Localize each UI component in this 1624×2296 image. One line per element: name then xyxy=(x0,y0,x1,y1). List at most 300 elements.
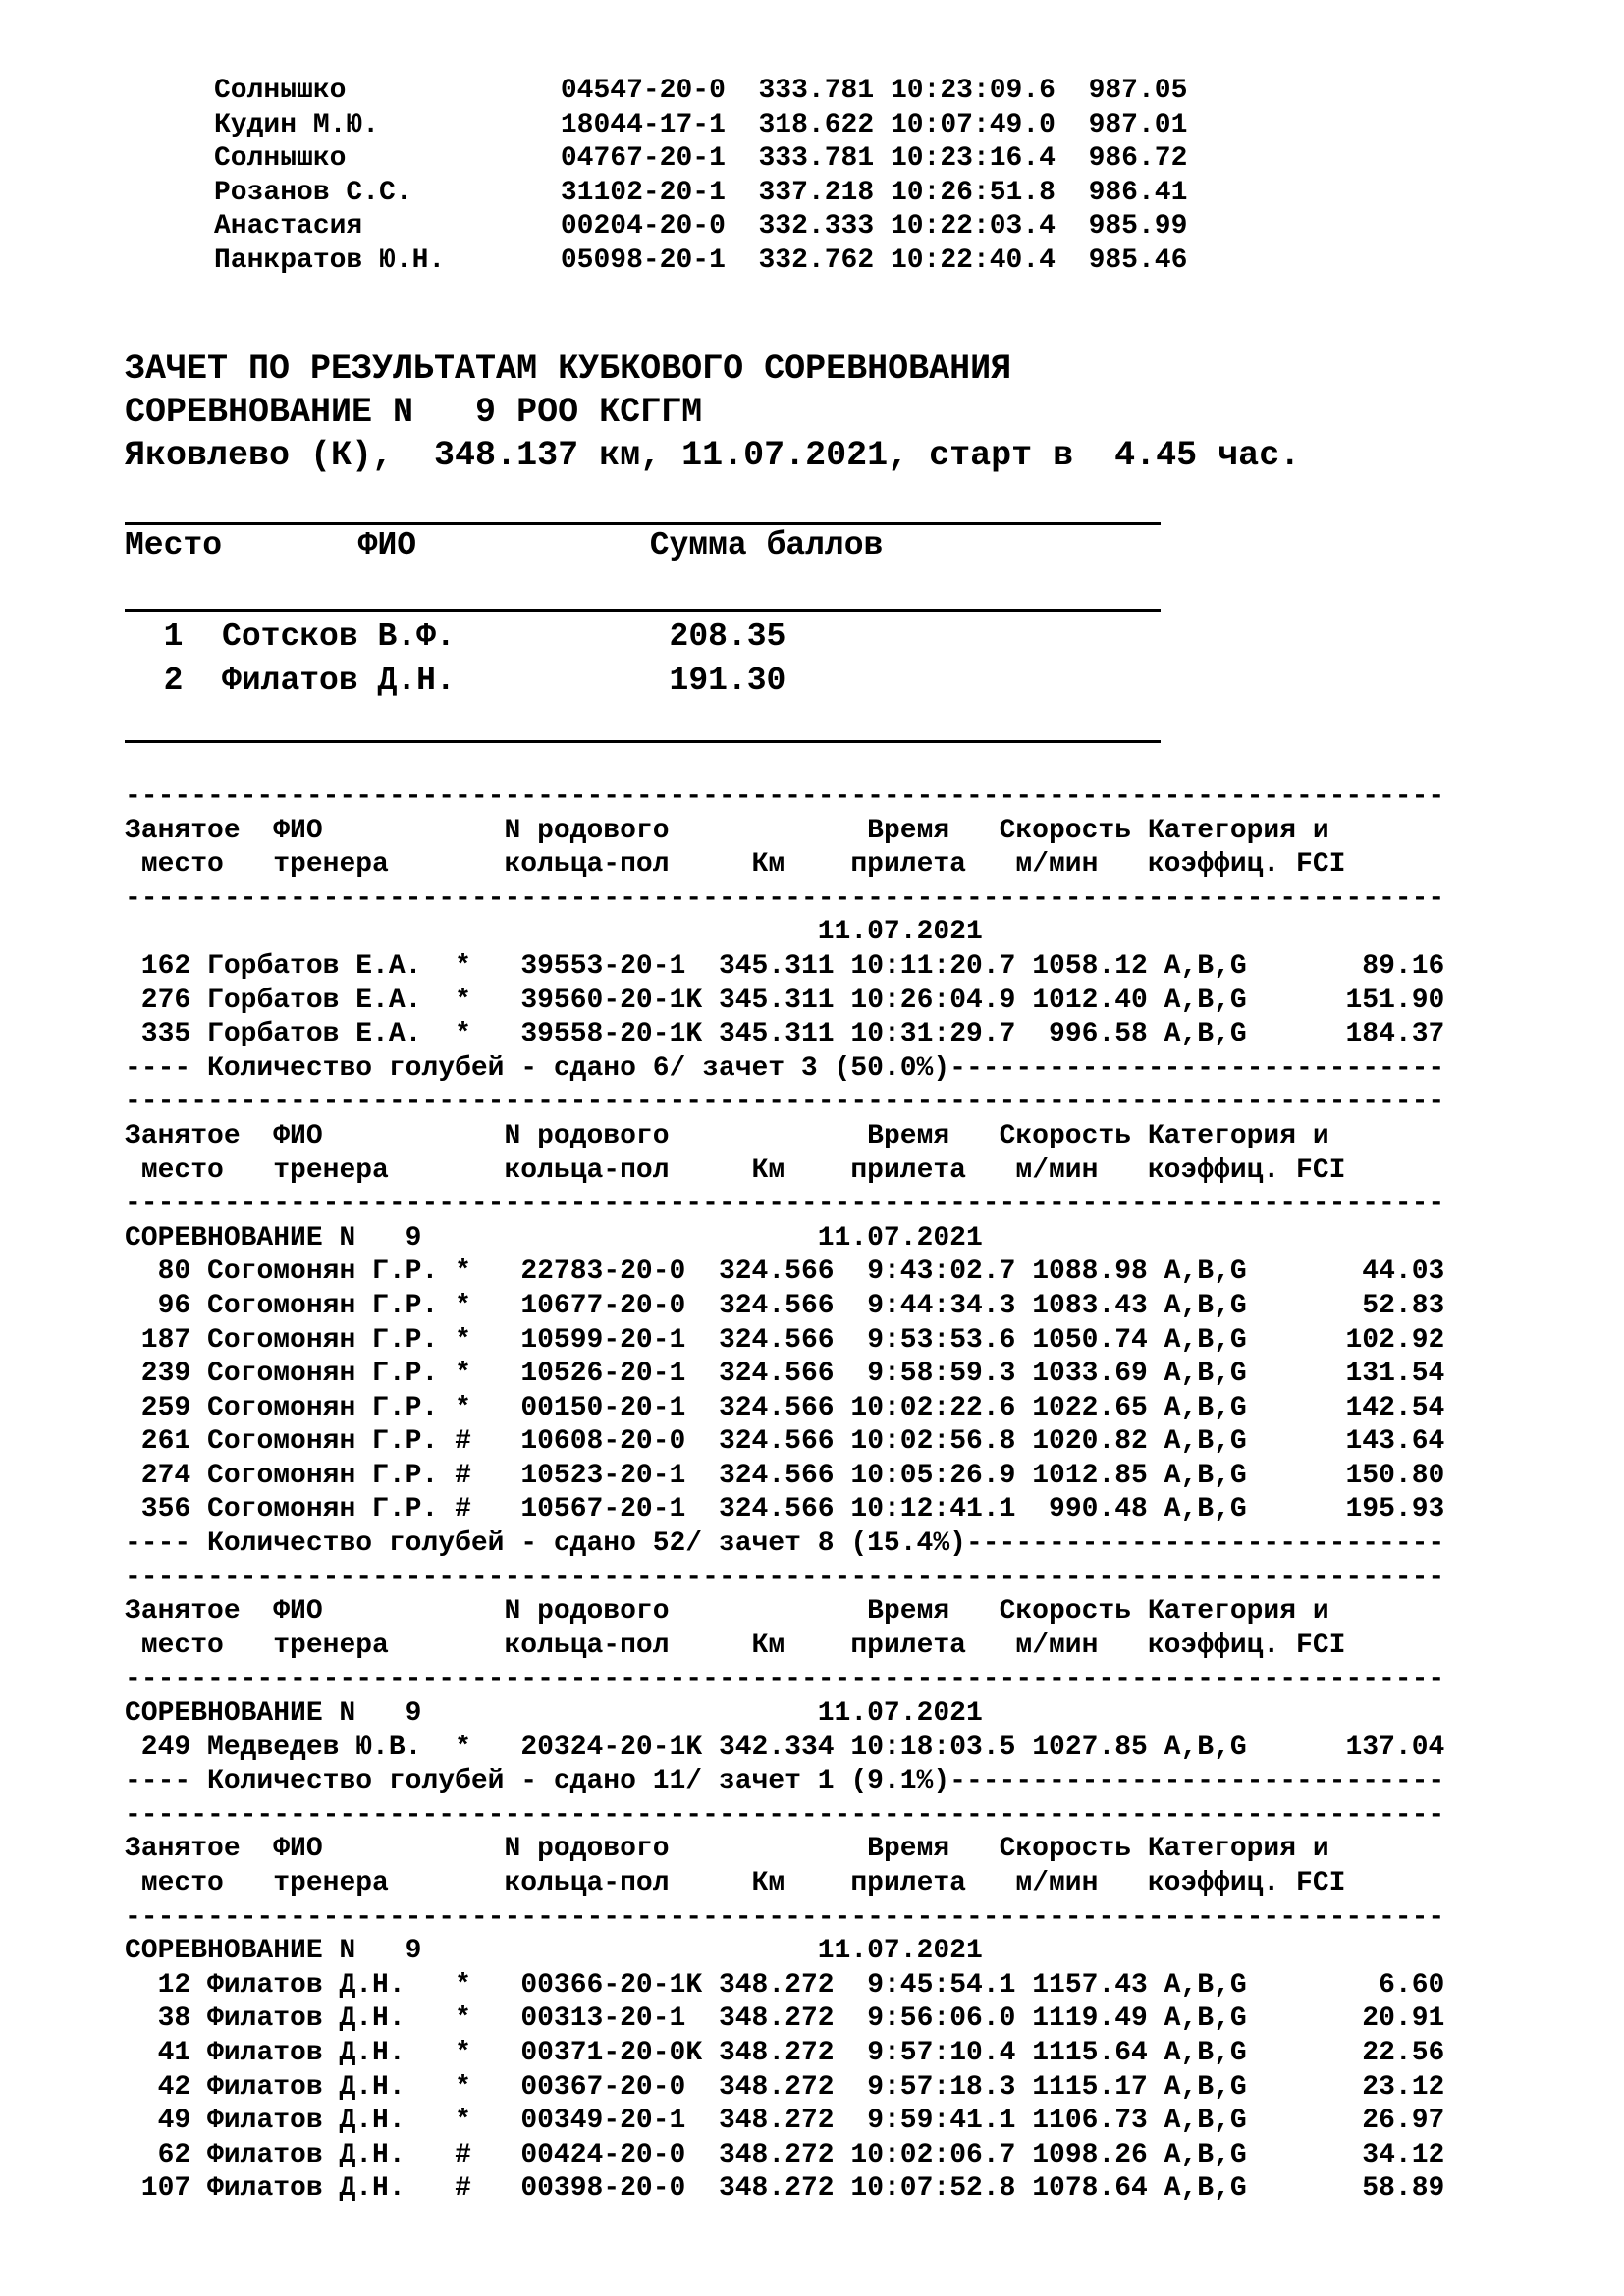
result-row xyxy=(125,2038,1444,2068)
result-mark: * xyxy=(455,2071,471,2103)
col-ring-header: N родового xyxy=(504,815,868,846)
result-mark: # xyxy=(455,1426,471,1458)
cup-row-place: 2 xyxy=(125,663,184,699)
result-trainer: Согомонян Г.Р. xyxy=(207,1494,456,1525)
result-coefficient: 34.12 xyxy=(1246,2139,1445,2170)
result-time: 9:57:10.4 xyxy=(850,2037,1016,2068)
result-mark: # xyxy=(455,2173,471,2205)
competition-line xyxy=(125,1936,983,1966)
col-time-sub: прилета xyxy=(850,1154,1016,1186)
col-coef-sub: коэффиц. xyxy=(1147,1154,1297,1186)
competition-label: СОРЕВНОВАНИЕ N 9 xyxy=(125,1698,818,1730)
result-row xyxy=(125,1291,1444,1321)
group-summary-text: Количество голубей - сдано 6/ зачет 3 (50.0%) xyxy=(207,1052,950,1084)
top-list-ring: 04547-20-0 xyxy=(560,76,726,106)
result-coefficient: 6.60 xyxy=(1246,1969,1445,2001)
top-list-name: Розанов С.С. xyxy=(214,177,561,208)
result-ring: 00398-20-0 xyxy=(520,2173,719,2205)
result-trainer: Филатов Д.Н. xyxy=(207,2106,456,2137)
cup-title xyxy=(125,347,1300,477)
result-coefficient: 89.16 xyxy=(1246,950,1445,982)
col-name-header: ФИО xyxy=(273,1120,505,1151)
result-place: 261 xyxy=(125,1426,191,1458)
result-speed: 1012.40 xyxy=(1032,985,1148,1016)
result-mark: * xyxy=(455,985,471,1016)
cup-title-line-1: ЗАЧЕТ ПО РЕЗУЛЬТАТАМ КУБКОВОГО СОРЕВНОВАНИЯ xyxy=(125,349,1012,389)
result-time: 9:45:54.1 xyxy=(850,1969,1016,2001)
result-row xyxy=(125,986,1444,1016)
result-ring: 00150-20-1 xyxy=(520,1392,719,1423)
cup-header-score: Сумма баллов xyxy=(649,527,884,563)
top-list-row xyxy=(214,143,1187,174)
top-list-km: 332.333 xyxy=(758,211,875,241)
result-coefficient: 26.97 xyxy=(1246,2106,1445,2137)
result-category: A,B,G xyxy=(1164,1426,1247,1458)
result-category: A,B,G xyxy=(1164,1359,1247,1390)
cup-title-line-3: Яковлево (К), 348.137 км, 11.07.2021, старт в 4.45 час. xyxy=(125,436,1301,475)
cup-header-place: Место xyxy=(125,527,358,563)
result-coefficient: 22.56 xyxy=(1246,2037,1445,2068)
result-ring: 10526-20-1 xyxy=(520,1359,719,1390)
top-list-km: 318.622 xyxy=(758,109,875,140)
competition-label: СОРЕВНОВАНИЕ N 9 xyxy=(125,1936,818,1967)
col-fci-sub: FCI xyxy=(1296,849,1346,881)
result-time: 9:56:06.0 xyxy=(850,2003,1016,2035)
result-coefficient: 151.90 xyxy=(1246,985,1445,1016)
result-time: 9:57:18.3 xyxy=(850,2071,1016,2103)
group-summary-text: Количество голубей - сдано 11/ зачет 1 (9.1%) xyxy=(207,1766,950,1797)
result-km: 348.272 xyxy=(718,2003,835,2035)
result-place: 12 xyxy=(125,1969,191,2001)
col-name-header: ФИО xyxy=(273,815,505,846)
cup-title-line-2: СОРЕВНОВАНИЕ N 9 РОО КСГГМ xyxy=(125,393,703,432)
result-place: 259 xyxy=(125,1392,191,1423)
result-row xyxy=(125,1426,1444,1457)
top-list-speed: 986.41 xyxy=(1088,177,1188,208)
result-km: 324.566 xyxy=(718,1359,835,1390)
result-trainer: Филатов Д.Н. xyxy=(207,2003,456,2035)
result-ring: 10523-20-1 xyxy=(520,1460,719,1491)
result-mark: * xyxy=(455,1324,471,1356)
col-place-header: Занятое xyxy=(125,815,274,846)
col-category-header: Категория и xyxy=(1147,1834,1329,1865)
result-trainer: Согомонян Г.Р. xyxy=(207,1290,456,1321)
result-mark: * xyxy=(455,1732,471,1763)
result-category: A,B,G xyxy=(1164,1256,1247,1288)
col-speed-sub: м/мин xyxy=(1015,1868,1148,1898)
top-list-speed: 985.99 xyxy=(1088,211,1188,241)
result-category: A,B,G xyxy=(1164,2139,1247,2170)
result-category: A,B,G xyxy=(1164,985,1247,1016)
result-time: 10:12:41.1 xyxy=(850,1494,1016,1525)
result-time: 10:02:06.7 xyxy=(850,2139,1016,2170)
result-category: A,B,G xyxy=(1164,2003,1247,2035)
result-row xyxy=(125,2106,1444,2136)
col-category-header: Категория и xyxy=(1147,1120,1329,1151)
result-place: 274 xyxy=(125,1460,191,1491)
col-place-sub: место xyxy=(140,1154,274,1186)
top-speed-list xyxy=(214,75,1187,278)
result-time: 10:11:20.7 xyxy=(850,950,1016,982)
group-summary-text: Количество голубей - сдано 52/ зачет 8 (15.4%) xyxy=(207,1528,966,1560)
col-name-sub: тренера xyxy=(273,1154,505,1186)
top-list-row xyxy=(214,211,1187,241)
competition-label: СОРЕВНОВАНИЕ N 9 xyxy=(125,1222,818,1254)
results-header-line-2 xyxy=(125,849,1345,880)
cup-table-top-rule xyxy=(125,522,1161,525)
col-time-header: Время xyxy=(867,1596,1000,1628)
result-trainer: Филатов Д.Н. xyxy=(207,2037,456,2068)
result-place: 187 xyxy=(125,1324,191,1356)
result-trainer: Горбатов Е.А. xyxy=(207,985,456,1016)
competition-date: 11.07.2021 xyxy=(817,917,983,948)
results-header-line-2 xyxy=(125,1155,1345,1186)
result-km: 324.566 xyxy=(718,1324,835,1356)
result-time: 10:18:03.5 xyxy=(850,1732,1016,1763)
col-speed-header: Скорость xyxy=(999,815,1148,846)
result-speed: 1106.73 xyxy=(1032,2106,1148,2137)
result-trainer: Согомонян Г.Р. xyxy=(207,1392,456,1423)
result-ring: 39553-20-1 xyxy=(520,950,719,982)
group-summary: ---- Количество голубей - сдано 11/ зачет 1 (9.1%)------------------------------ xyxy=(125,1766,1445,1797)
result-speed: 1027.85 xyxy=(1032,1732,1148,1763)
col-speed-sub: м/мин xyxy=(1015,849,1148,881)
result-trainer: Согомонян Г.Р. xyxy=(207,1460,456,1491)
result-ring: 00366-20-1K xyxy=(520,1969,719,2001)
result-km: 348.272 xyxy=(718,2106,835,2137)
col-coef-sub: коэффиц. xyxy=(1147,1868,1297,1898)
col-ring-header: N родового xyxy=(504,1834,868,1865)
result-coefficient: 195.93 xyxy=(1246,1494,1445,1525)
result-km: 342.334 xyxy=(718,1732,835,1763)
col-ring-sub: кольца-пол xyxy=(504,1154,752,1186)
results-header-line-1 xyxy=(125,816,1329,846)
result-km: 348.272 xyxy=(718,2139,835,2170)
cup-row-name: Филатов Д.Н. xyxy=(222,663,670,699)
results-header-line-1 xyxy=(125,1596,1329,1627)
top-list-time: 10:22:03.4 xyxy=(890,211,1056,241)
result-row xyxy=(125,1393,1444,1423)
top-list-row xyxy=(214,76,1187,106)
result-row xyxy=(125,1325,1444,1356)
col-fci-sub: FCI xyxy=(1296,1154,1346,1186)
result-row xyxy=(125,2072,1444,2103)
col-name-sub: тренера xyxy=(273,849,505,881)
top-list-ring: 04767-20-1 xyxy=(560,143,726,174)
result-ring: 20324-20-1K xyxy=(520,1732,719,1763)
result-speed: 1088.98 xyxy=(1032,1256,1148,1288)
result-time: 9:59:41.1 xyxy=(850,2106,1016,2137)
result-place: 49 xyxy=(125,2106,191,2137)
result-speed: 996.58 xyxy=(1032,1019,1148,1050)
top-list-name: Солнышко xyxy=(214,143,561,174)
result-km: 324.566 xyxy=(718,1460,835,1491)
result-trainer: Медведев Ю.В. xyxy=(207,1732,456,1763)
col-place-header: Занятое xyxy=(125,1834,274,1865)
result-ring: 39558-20-1K xyxy=(520,1019,719,1050)
top-list-row xyxy=(214,110,1187,140)
result-mark: * xyxy=(455,1256,471,1288)
result-trainer: Согомонян Г.Р. xyxy=(207,1324,456,1356)
result-km: 348.272 xyxy=(718,1969,835,2001)
col-name-sub: тренера xyxy=(273,1868,505,1898)
result-row xyxy=(125,1019,1444,1049)
result-row xyxy=(125,951,1444,982)
top-list-row xyxy=(214,178,1187,208)
result-speed: 1058.12 xyxy=(1032,950,1148,982)
col-category-header: Категория и xyxy=(1147,815,1329,846)
result-row xyxy=(125,1256,1444,1287)
result-mark: * xyxy=(455,950,471,982)
cup-row-place: 1 xyxy=(125,618,184,655)
result-coefficient: 137.04 xyxy=(1246,1732,1445,1763)
results-listing: -------------------------------------------------------------------------------- Занятое ФИО N родового Время Скорость Категория и место тренера кольца-пол Км прилета м/мин коэффиц. FCI -------------------------------------------------------------------------------- 11.07.2021 162 Горбатов Е.А. * 39553-20-1 345.311 10:11:20.7 1058.12 A,B,G 89.16 276 Горбатов Е.А. * 39560-20-1K 345.311 10:26:04.9 1012.40 A,B,G 151.90 335 Горбатов Е.А. * 39558-20-1K 345.311 10:31:29.7 996.58 A,B,G 184.37 ---- Количество голубей - сдано 6/ зачет 3 (50.0%)------------------------------ -------------------------------------------------------------------------------- Занятое ФИО N родового Время Скорость Категория и место тренера кольца-пол Км прилета м/мин коэффиц. FCI -------------------------------------------------------------------------------- СОРЕВНОВАНИЕ N 9 11.07.2021 80 Согомонян Г.Р. * 22783-20-0 324.566 9:43:02.7 1088.98 A,B,G 44.03 96 Согомонян Г.Р. * 10677-20-0 324.566 9:44:34.3 1083.43 A,B,G 52.83 187 Согомонян Г.Р. * 10599-20-1 324.566 9:53:53.6 1050.74 A,B,G 102.92 239 Согомонян Г.Р. * 10526-20-1 324.566 9:58:59.3 1033.69 A,B,G 131.54 259 Согомонян Г.Р. * 00150-20-1 324.566 10:02:22.6 1022.65 A,B,G 142.54 261 Согомонян Г.Р. # 10608-20-0 324.566 10:02:56.8 1020.82 A,B,G 143.64 274 Согомонян Г.Р. # 10523-20-1 324.566 10:05:26.9 1012.85 A,B,G 150.80 356 Согомонян Г.Р. # 10567-20-1 324.566 10:12:41.1 990.48 A,B,G 195.93 ---- Количество голубей - сдано 52/ зачет 8 (15.4%)----------------------------- -------------------------------------------------------------------------------- Занятое ФИО N родового Время Скорость Категория и место тренера кольца-пол Км прилета м/мин коэффиц. FCI -------------------------------------------------------------------------------- СОРЕВНОВАНИЕ N 9 11.07.2021 249 Медведев Ю.В. * 20324-20-1K 342.334 10:18:03.5 1027.85 A,B,G 137.04 ---- Количество голубей - сдано 11/ зачет 1 (9.1%)------------------------------ -------------------------------------------------------------------------------- Занятое ФИО N родового Время Скорость Категория и место тренера кольца-пол Км прилета м/мин коэффиц. FCI -------------------------------------------------------------------------------- СОРЕВНОВАНИЕ N 9 11.07.2021 12 Филатов Д.Н. * 00366-20-1K 348.272 9:45:54.1 1157.43 A,B,G 6.60 38 Филатов Д.Н. * 00313-20-1 348.272 9:56:06.0 1119.49 A,B,G 20.91 41 Филатов Д.Н. * 00371-20-0K 348.272 9:57:10.4 1115.64 A,B,G 22.56 42 Филатов Д.Н. * 00367-20-0 348.272 9:57:18.3 1115.17 A,B,G 23.12 49 Филатов Д.Н. * 00349-20-1 348.272 9:59:41.1 1106.73 A,B,G 26.97 62 Филатов Д.Н. # 00424-20-0 348.272 10:02:06.7 1098.26 A,B,G 34.12 107 Филатов Д.Н. # 00398-20-0 348.272 10:07:52.8 1078.64 A,B,G 58.89 xyxy=(125,781,1445,2205)
result-category: A,B,G xyxy=(1164,1460,1247,1491)
result-time: 9:44:34.3 xyxy=(850,1290,1016,1321)
col-speed-sub: м/мин xyxy=(1015,1629,1148,1661)
col-speed-header: Скорость xyxy=(999,1834,1148,1865)
result-time: 10:02:56.8 xyxy=(850,1426,1016,1458)
result-place: 80 xyxy=(125,1256,191,1288)
col-category-header: Категория и xyxy=(1147,1596,1329,1628)
result-speed: 1115.64 xyxy=(1032,2037,1148,2068)
col-speed-sub: м/мин xyxy=(1015,1154,1148,1186)
col-place-sub: место xyxy=(140,1629,274,1661)
result-place: 41 xyxy=(125,2037,191,2068)
top-list-speed: 987.01 xyxy=(1088,109,1188,140)
result-mark: * xyxy=(455,1290,471,1321)
col-speed-header: Скорость xyxy=(999,1120,1148,1151)
col-km-sub: Км xyxy=(751,1629,851,1661)
result-ring: 00349-20-1 xyxy=(520,2106,719,2137)
result-place: 107 xyxy=(125,2173,191,2205)
cup-table-rows xyxy=(125,614,785,703)
result-km: 345.311 xyxy=(718,950,835,982)
result-ring: 10599-20-1 xyxy=(520,1324,719,1356)
result-category: A,B,G xyxy=(1164,2173,1247,2205)
result-km: 324.566 xyxy=(718,1256,835,1288)
result-category: A,B,G xyxy=(1164,2037,1247,2068)
top-list-ring: 05098-20-1 xyxy=(560,244,726,276)
col-time-sub: прилета xyxy=(850,1868,1016,1898)
col-ring-sub: кольца-пол xyxy=(504,849,752,881)
col-km-sub: Км xyxy=(751,849,851,881)
results-header-line-1 xyxy=(125,1121,1329,1151)
result-km: 324.566 xyxy=(718,1426,835,1458)
top-list-speed: 987.05 xyxy=(1088,76,1188,106)
col-km-sub: Км xyxy=(751,1868,851,1898)
result-place: 96 xyxy=(125,1290,191,1321)
result-coefficient: 142.54 xyxy=(1246,1392,1445,1423)
result-coefficient: 44.03 xyxy=(1246,1256,1445,1288)
result-speed: 1033.69 xyxy=(1032,1359,1148,1390)
top-list-speed: 986.72 xyxy=(1088,143,1188,174)
top-list-name: Кудин М.Ю. xyxy=(214,109,561,140)
competition-date: 11.07.2021 xyxy=(817,1936,983,1967)
result-mark: * xyxy=(455,2037,471,2068)
result-mark: * xyxy=(455,1019,471,1050)
result-ring: 22783-20-0 xyxy=(520,1256,719,1288)
col-place-sub: место xyxy=(140,849,274,881)
result-place: 42 xyxy=(125,2071,191,2103)
competition-line xyxy=(125,917,983,947)
cup-header-name: ФИО xyxy=(357,527,650,563)
result-trainer: Согомонян Г.Р. xyxy=(207,1256,456,1288)
result-speed: 1119.49 xyxy=(1032,2003,1148,2035)
results-header-line-2 xyxy=(125,1630,1345,1661)
top-list-time: 10:22:40.4 xyxy=(890,244,1056,276)
result-mark: # xyxy=(455,1494,471,1525)
result-ring: 00371-20-0K xyxy=(520,2037,719,2068)
col-place-sub: место xyxy=(140,1868,274,1898)
result-time: 10:26:04.9 xyxy=(850,985,1016,1016)
result-trainer: Горбатов Е.А. xyxy=(207,950,456,982)
competition-line xyxy=(125,1223,983,1254)
result-speed: 1012.85 xyxy=(1032,1460,1148,1491)
result-time: 10:05:26.9 xyxy=(850,1460,1016,1491)
col-time-header: Время xyxy=(867,1834,1000,1865)
result-trainer: Горбатов Е.А. xyxy=(207,1019,456,1050)
result-category: A,B,G xyxy=(1164,1324,1247,1356)
result-trainer: Согомонян Г.Р. xyxy=(207,1426,456,1458)
result-row xyxy=(125,1359,1444,1389)
cup-table-bottom-rule xyxy=(125,740,1161,743)
result-coefficient: 184.37 xyxy=(1246,1019,1445,1050)
result-km: 348.272 xyxy=(718,2037,835,2068)
result-category: A,B,G xyxy=(1164,1392,1247,1423)
top-list-name: Панкратов Ю.Н. xyxy=(214,244,561,276)
top-list-km: 337.218 xyxy=(758,177,875,208)
top-list-name: Солнышко xyxy=(214,76,561,106)
col-km-sub: Км xyxy=(751,1154,851,1186)
result-speed: 1098.26 xyxy=(1032,2139,1148,2170)
result-time: 9:53:53.6 xyxy=(850,1324,1016,1356)
top-list-speed: 985.46 xyxy=(1088,244,1188,276)
col-name-sub: тренера xyxy=(273,1629,505,1661)
result-trainer: Согомонян Г.Р. xyxy=(207,1359,456,1390)
top-list-row xyxy=(214,245,1187,276)
top-list-ring: 18044-17-1 xyxy=(560,109,726,140)
col-time-sub: прилета xyxy=(850,1629,1016,1661)
col-name-header: ФИО xyxy=(273,1596,505,1628)
result-speed: 1083.43 xyxy=(1032,1290,1148,1321)
result-coefficient: 102.92 xyxy=(1246,1324,1445,1356)
result-km: 324.566 xyxy=(718,1494,835,1525)
result-place: 38 xyxy=(125,2003,191,2035)
results-header-line-1 xyxy=(125,1834,1329,1864)
result-row xyxy=(125,1494,1444,1524)
competition-line xyxy=(125,1698,983,1729)
result-time: 10:02:22.6 xyxy=(850,1392,1016,1423)
cup-table-header-rule xyxy=(125,609,1161,612)
result-speed: 1020.82 xyxy=(1032,1426,1148,1458)
cup-row-score: 191.30 xyxy=(669,663,786,699)
result-category: A,B,G xyxy=(1164,1969,1247,2001)
result-mark: * xyxy=(455,2003,471,2035)
col-speed-header: Скорость xyxy=(999,1596,1148,1628)
col-ring-sub: кольца-пол xyxy=(504,1868,752,1898)
result-time: 9:43:02.7 xyxy=(850,1256,1016,1288)
result-place: 356 xyxy=(125,1494,191,1525)
col-ring-header: N родового xyxy=(504,1120,868,1151)
result-coefficient: 52.83 xyxy=(1246,1290,1445,1321)
col-time-header: Время xyxy=(867,1120,1000,1151)
result-place: 239 xyxy=(125,1359,191,1390)
top-list-time: 10:07:49.0 xyxy=(890,109,1056,140)
result-km: 345.311 xyxy=(718,985,835,1016)
result-speed: 1157.43 xyxy=(1032,1969,1148,2001)
cup-table-header xyxy=(125,526,883,565)
result-speed: 1078.64 xyxy=(1032,2173,1148,2205)
result-place: 62 xyxy=(125,2139,191,2170)
result-speed: 1115.17 xyxy=(1032,2071,1148,2103)
result-category: A,B,G xyxy=(1164,950,1247,982)
result-km: 345.311 xyxy=(718,1019,835,1050)
result-km: 348.272 xyxy=(718,2071,835,2103)
result-mark: # xyxy=(455,2139,471,2170)
result-category: A,B,G xyxy=(1164,1290,1247,1321)
result-coefficient: 150.80 xyxy=(1246,1460,1445,1491)
group-summary: ---- Количество голубей - сдано 52/ зачет 8 (15.4%)----------------------------- xyxy=(125,1528,1445,1560)
cup-row-score: 208.35 xyxy=(669,618,786,655)
top-list-km: 333.781 xyxy=(758,76,875,106)
result-ring: 00367-20-0 xyxy=(520,2071,719,2103)
top-list-name: Анастасия xyxy=(214,211,561,241)
result-km: 324.566 xyxy=(718,1290,835,1321)
result-category: A,B,G xyxy=(1164,2106,1247,2137)
cup-row-name: Сотсков В.Ф. xyxy=(222,618,670,655)
result-km: 324.566 xyxy=(718,1392,835,1423)
result-trainer: Филатов Д.Н. xyxy=(207,1969,456,2001)
result-ring: 10677-20-0 xyxy=(520,1290,719,1321)
top-list-km: 333.781 xyxy=(758,143,875,174)
result-category: A,B,G xyxy=(1164,1019,1247,1050)
result-coefficient: 143.64 xyxy=(1246,1426,1445,1458)
result-speed: 1022.65 xyxy=(1032,1392,1148,1423)
result-coefficient: 20.91 xyxy=(1246,2003,1445,2035)
result-ring: 00424-20-0 xyxy=(520,2139,719,2170)
results-header-line-2 xyxy=(125,1868,1345,1898)
competition-date: 11.07.2021 xyxy=(817,1222,983,1254)
top-list-time: 10:26:51.8 xyxy=(890,177,1056,208)
result-ring: 00313-20-1 xyxy=(520,2003,719,2035)
result-time: 9:58:59.3 xyxy=(850,1359,1016,1390)
result-coefficient: 23.12 xyxy=(1246,2071,1445,2103)
result-trainer: Филатов Д.Н. xyxy=(207,2071,456,2103)
result-row xyxy=(125,2173,1444,2204)
result-place: 276 xyxy=(125,985,191,1016)
result-km: 348.272 xyxy=(718,2173,835,2205)
result-ring: 39560-20-1K xyxy=(520,985,719,1016)
result-trainer: Филатов Д.Н. xyxy=(207,2173,456,2205)
result-mark: * xyxy=(455,2106,471,2137)
result-category: A,B,G xyxy=(1164,1732,1247,1763)
result-category: A,B,G xyxy=(1164,2071,1247,2103)
top-list-ring: 00204-20-0 xyxy=(560,211,726,241)
result-mark: * xyxy=(455,1392,471,1423)
result-place: 249 xyxy=(125,1732,191,1763)
col-ring-sub: кольца-пол xyxy=(504,1629,752,1661)
result-trainer: Филатов Д.Н. xyxy=(207,2139,456,2170)
result-row xyxy=(125,1733,1444,1763)
result-row xyxy=(125,2003,1444,2034)
competition-label xyxy=(125,917,818,947)
col-place-header: Занятое xyxy=(125,1596,274,1628)
col-fci-sub: FCI xyxy=(1296,1868,1346,1898)
col-time-header: Время xyxy=(867,815,1000,846)
result-mark: * xyxy=(455,1969,471,2001)
col-place-header: Занятое xyxy=(125,1120,274,1151)
